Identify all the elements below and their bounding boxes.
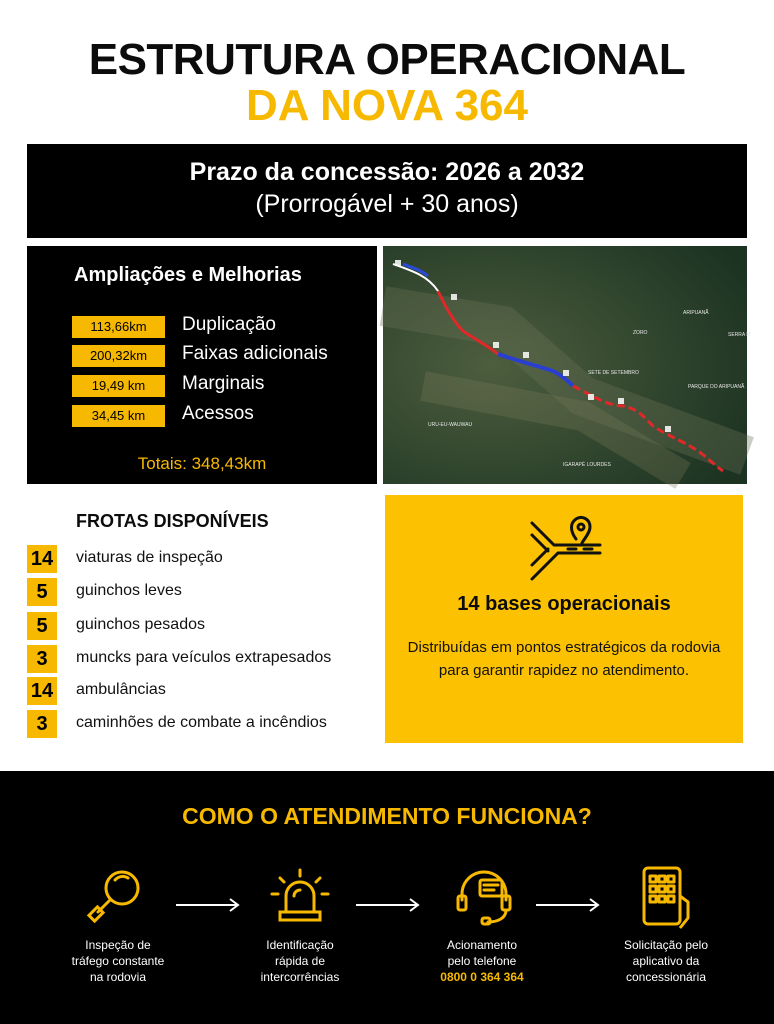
base-marker bbox=[523, 352, 529, 358]
base-marker bbox=[618, 398, 624, 404]
step-line: intercorrências bbox=[260, 970, 340, 984]
base-marker bbox=[451, 294, 457, 300]
arrow-right-icon bbox=[536, 898, 602, 912]
step-line: pelo telefone bbox=[447, 954, 517, 968]
step-line: na rodovia bbox=[89, 970, 147, 984]
map-label: SETE DE SETEMBRO bbox=[588, 370, 639, 376]
step-line: Acionamento bbox=[446, 938, 518, 952]
step-line: Inspeção de bbox=[85, 938, 151, 952]
frota-label: viaturas de inspeção bbox=[76, 549, 223, 566]
frota-count: 3 bbox=[27, 645, 57, 673]
frotas-heading: FROTAS DISPONÍVEIS bbox=[76, 511, 269, 531]
step-acionamento bbox=[407, 937, 557, 985]
map-label: ZORO bbox=[633, 330, 648, 336]
base-marker bbox=[493, 342, 499, 348]
ampliacao-item bbox=[72, 345, 372, 367]
step-inspecao bbox=[43, 937, 193, 985]
prazo-box bbox=[27, 144, 747, 238]
map-label: ARIPUANÃ bbox=[683, 310, 709, 316]
ampliacao-label: Acessos bbox=[182, 403, 254, 424]
phone-number[interactable]: 0800 0 364 364 bbox=[440, 970, 524, 984]
step-line: rápida de bbox=[274, 954, 326, 968]
ampliacoes-heading: Ampliações e Melhorias bbox=[74, 264, 302, 286]
frota-count: 14 bbox=[27, 545, 57, 573]
step-line: tráfego constante bbox=[71, 954, 165, 968]
step-line: Solicitação pelo bbox=[623, 938, 709, 952]
prazo-line1: Prazo da concessão: 2026 a 2032 bbox=[189, 158, 585, 186]
ampliacao-label: Marginais bbox=[182, 373, 265, 394]
step-solicitacao bbox=[591, 937, 741, 985]
bases-panel bbox=[385, 495, 743, 743]
step-line: aplicativo da bbox=[632, 954, 700, 968]
atendimento-heading: COMO O ATENDIMENTO FUNCIONA? bbox=[182, 803, 592, 829]
frota-count: 14 bbox=[27, 677, 57, 705]
frota-label: muncks para veículos extrapesados bbox=[76, 649, 332, 666]
km-badge: 113,66km bbox=[72, 316, 165, 338]
arrow-right-icon bbox=[176, 898, 242, 912]
ampliacao-label: Faixas adicionais bbox=[182, 343, 328, 364]
arrow-right-icon bbox=[356, 898, 422, 912]
bases-description: Distribuídas em pontos estratégicos da rodovia para garantir rapidez no atendimento. bbox=[407, 639, 721, 679]
step-line: concessionária bbox=[625, 970, 707, 984]
km-badge: 200,32km bbox=[72, 345, 165, 367]
road-pin-icon bbox=[530, 515, 600, 581]
map-label: PARQUE DO ARIPUANÃ bbox=[688, 384, 745, 390]
page-title-line2: DA NOVA 364 bbox=[245, 81, 528, 130]
prazo-line2: (Prorrogável + 30 anos) bbox=[255, 190, 519, 218]
km-badge: 19,49 km bbox=[72, 375, 165, 397]
ampliacao-item bbox=[72, 375, 372, 397]
base-marker bbox=[395, 260, 401, 266]
frota-label: ambulâncias bbox=[76, 681, 166, 698]
frota-label: guinchos leves bbox=[76, 582, 182, 599]
map-label: IGARAPÉ LOURDES bbox=[563, 462, 611, 468]
bases-title: 14 bases operacionais bbox=[457, 593, 671, 615]
magnifier-icon bbox=[88, 866, 148, 926]
siren-icon bbox=[270, 866, 330, 926]
frota-label: guinchos pesados bbox=[76, 616, 205, 633]
ampliacao-label: Duplicação bbox=[182, 314, 276, 335]
step-line: Identificação bbox=[266, 938, 334, 952]
phone-app-icon bbox=[640, 866, 696, 930]
base-marker bbox=[665, 426, 671, 432]
frota-label: caminhões de combate a incêndios bbox=[76, 714, 327, 731]
ampliacoes-total: Totais: 348,43km bbox=[137, 454, 267, 473]
ampliacoes-panel bbox=[27, 246, 377, 484]
map-graphic bbox=[383, 246, 751, 484]
base-marker bbox=[588, 394, 594, 400]
atendimento-section bbox=[0, 771, 774, 1024]
frota-count: 3 bbox=[27, 710, 57, 738]
frota-count: 5 bbox=[27, 578, 57, 606]
satellite-map bbox=[383, 246, 751, 484]
km-badge: 34,45 km bbox=[72, 405, 165, 427]
headset-icon bbox=[454, 866, 514, 926]
frota-count: 5 bbox=[27, 612, 57, 640]
ampliacao-item bbox=[72, 316, 372, 338]
map-label: SERRA M bbox=[728, 332, 751, 338]
map-label: URU-EU-WAUWAU bbox=[428, 422, 473, 428]
base-marker bbox=[563, 370, 569, 376]
step-identificacao bbox=[225, 937, 375, 985]
ampliacao-item bbox=[72, 405, 372, 427]
page-title-line1: ESTRUTURA OPERACIONAL bbox=[88, 35, 686, 84]
